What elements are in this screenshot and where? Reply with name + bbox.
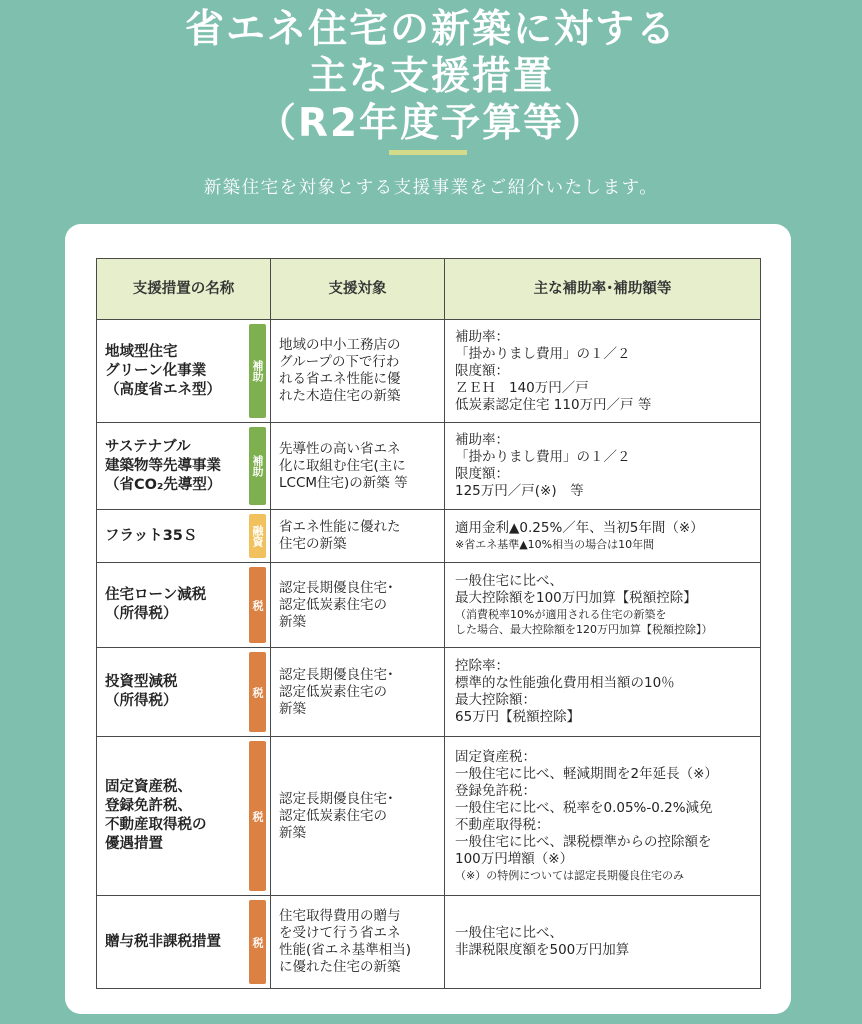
support-type-badge: 税 xyxy=(249,652,266,732)
title-line: 省エネ住宅の新築に対する xyxy=(184,7,677,52)
target-cell xyxy=(271,563,445,648)
support-type-badge: 補助 xyxy=(249,324,266,418)
target-line: 住宅取得費用の贈与 xyxy=(279,908,401,924)
measure-name-cell xyxy=(97,737,271,896)
amount-line: 一般住宅に比べ、 xyxy=(455,573,563,589)
measure-name-line: 建築物等先導事業 xyxy=(105,457,221,474)
measure-name-line: グリーン化事業 xyxy=(105,362,207,379)
target-line: れる省エネ性能に優 xyxy=(279,371,401,387)
target-line: に優れた住宅の新築 xyxy=(279,959,401,975)
support-measures-table xyxy=(96,258,761,989)
amount-cell xyxy=(445,737,761,896)
amount-note: ※省エネ基準▲10%相当の場合は10年間 xyxy=(455,538,655,551)
measure-name-lines xyxy=(105,438,221,495)
amount-note: （※）の特例については認定長期優良住宅のみ xyxy=(455,869,684,882)
target-line: 認定低炭素住宅の xyxy=(279,683,387,700)
measure-name-wrap xyxy=(105,423,270,509)
measure-name-wrap xyxy=(105,737,270,895)
column-header-name: 支援措置の名称 xyxy=(97,259,271,320)
target-line: 新築 xyxy=(279,700,306,717)
column-header-amount: 主な補助率･補助額等 xyxy=(445,259,761,320)
table-row xyxy=(97,896,761,989)
measure-name-lines xyxy=(105,343,221,400)
measure-name-line: （省CO₂先導型） xyxy=(105,476,222,493)
amount-cell xyxy=(445,423,761,510)
amount-note: （消費税率10%が適用される住宅の新築を xyxy=(455,608,667,621)
amount-cell xyxy=(445,563,761,648)
measure-name-line: 贈与税非課税措置 xyxy=(105,933,221,950)
measure-name-lines xyxy=(105,778,207,854)
amount-line: 固定資産税： xyxy=(455,749,536,765)
amount-line: 控除率： xyxy=(455,658,509,674)
measure-name-line: （所得税） xyxy=(105,606,178,622)
amount-line: 限度額： xyxy=(455,362,509,379)
table-row xyxy=(97,648,761,737)
measure-name-line: 住宅ローン減税 xyxy=(105,587,207,603)
target-cell xyxy=(271,896,445,989)
amount-line: 補助率： xyxy=(455,432,509,448)
measure-name-cell xyxy=(97,896,271,989)
measure-name-cell xyxy=(97,648,271,737)
support-type-badge: 融資 xyxy=(249,514,266,558)
measure-name-wrap xyxy=(105,648,270,736)
target-line: LCCM住宅)の新築 等 xyxy=(279,474,408,491)
target-cell xyxy=(271,423,445,510)
measure-name xyxy=(105,320,249,422)
target-line: 新築 xyxy=(279,613,306,630)
column-header-target: 支援対象 xyxy=(271,259,445,320)
table-row xyxy=(97,320,761,423)
amount-cell xyxy=(445,510,761,563)
page-subtitle: 新築住宅を対象とする支援事業をご紹介いたします。 xyxy=(203,178,659,198)
target-line: 省エネ性能に優れた xyxy=(279,519,401,535)
target-line: 新築 xyxy=(279,824,306,841)
amount-line: 非課税限度額を500万円加算 xyxy=(455,942,630,958)
target-line: れた木造住宅の新築 xyxy=(279,388,401,404)
amount-line: 低炭素認定住宅 110万円／戸 等 xyxy=(455,396,652,413)
measure-name xyxy=(105,896,249,988)
amount-line: 「掛かりまし費用」の１／２ xyxy=(455,449,631,465)
target-line: グループの下で行わ xyxy=(279,354,400,370)
support-type-badge: 税 xyxy=(249,567,266,643)
table-row xyxy=(97,423,761,510)
measure-name xyxy=(105,737,249,895)
measure-name-line: （高度省エネ型） xyxy=(105,381,221,398)
amount-line: 一般住宅に比べ、 xyxy=(455,925,563,941)
title-line: （R2年度予算等） xyxy=(256,101,606,146)
measure-name-lines xyxy=(105,527,197,546)
amount-line: 最大控除額： xyxy=(455,692,536,708)
amount-line: 65万円【税額控除】 xyxy=(455,709,581,725)
target-line: 認定低炭素住宅の xyxy=(279,596,387,613)
measure-name xyxy=(105,423,249,509)
amount-line: 適用金利▲0.25%／年、当初5年間（※） xyxy=(455,520,704,536)
title-divider xyxy=(389,150,467,155)
measure-name-wrap xyxy=(105,510,270,562)
support-type-badge: 税 xyxy=(249,900,266,984)
measure-name-lines xyxy=(105,933,221,952)
amount-line: 限度額： xyxy=(455,466,509,482)
measure-name xyxy=(105,563,249,647)
table-row xyxy=(97,510,761,563)
table-header-row xyxy=(97,259,761,320)
amount-line: 100万円増額（※） xyxy=(455,851,574,867)
amount-cell xyxy=(445,648,761,737)
measure-name-lines xyxy=(105,586,206,624)
target-line: を受けて行う省エネ xyxy=(279,925,401,941)
measure-name-cell xyxy=(97,510,271,563)
target-line: 認定長期優良住宅･ xyxy=(279,790,394,807)
amount-line: 一般住宅に比べ、軽減期間を2年延長（※） xyxy=(455,766,718,782)
amount-note: した場合、最大控除額を120万円加算【税額控除】） xyxy=(455,623,713,636)
measure-name-line: （所得税） xyxy=(105,693,178,709)
target-line: 化に取組む住宅(主に xyxy=(279,457,406,474)
measure-name-wrap xyxy=(105,320,270,422)
target-line: 認定長期優良住宅･ xyxy=(279,579,394,596)
target-line: 認定低炭素住宅の xyxy=(279,807,387,824)
measure-name-line: 不動産取得税の xyxy=(105,817,207,833)
measure-name xyxy=(105,510,249,562)
target-cell xyxy=(271,510,445,563)
amount-line: ＺＥＨ 140万円／戸 xyxy=(455,379,589,396)
support-type-badge: 税 xyxy=(249,741,266,891)
measure-name-line: 登録免許税、 xyxy=(105,798,192,814)
amount-line: 登録免許税： xyxy=(455,783,536,799)
measure-name-line: 地域型住宅 xyxy=(105,343,178,360)
measure-name-wrap xyxy=(105,563,270,647)
amount-line: 最大控除額を100万円加算【税額控除】 xyxy=(455,590,697,606)
target-line: 地域の中小工務店の xyxy=(279,337,401,353)
amount-line: 補助率： xyxy=(455,328,509,345)
measure-name-wrap xyxy=(105,896,270,988)
measure-name-line: 優遇措置 xyxy=(105,836,163,852)
title-line: 主な支援措置 xyxy=(307,54,554,99)
target-line: 性能(省エネ基準相当) xyxy=(279,942,412,958)
target-line: 認定長期優良住宅･ xyxy=(279,666,394,683)
support-type-badge: 補助 xyxy=(249,427,266,505)
measure-name xyxy=(105,648,249,736)
target-cell xyxy=(271,737,445,896)
measure-name-lines xyxy=(105,673,178,711)
measure-name-cell xyxy=(97,423,271,510)
amount-cell xyxy=(445,320,761,423)
amount-line: 125万円／戸(※) 等 xyxy=(455,483,584,499)
measure-name-line: フラット35Ｓ xyxy=(105,527,198,544)
measure-name-line: 投資型減税 xyxy=(105,674,178,690)
target-line: 住宅の新築 xyxy=(279,536,347,552)
table-row xyxy=(97,737,761,896)
page-title xyxy=(0,6,862,147)
target-cell xyxy=(271,648,445,737)
measure-name-line: サステナブル xyxy=(105,438,191,455)
amount-line: 標準的な性能強化費用相当額の10％ xyxy=(455,675,675,691)
measure-name-cell xyxy=(97,563,271,648)
target-line: 先導性の高い省エネ xyxy=(279,440,401,457)
amount-line: 一般住宅に比べ、税率を0.05%-0.2%減免 xyxy=(455,800,713,816)
target-cell xyxy=(271,320,445,423)
table-row xyxy=(97,563,761,648)
amount-cell xyxy=(445,896,761,989)
amount-line: 不動産取得税： xyxy=(455,817,550,833)
amount-line: 「掛かりまし費用」の１／２ xyxy=(455,345,631,362)
measure-name-line: 固定資産税、 xyxy=(105,779,192,795)
measure-name-cell xyxy=(97,320,271,423)
amount-line: 一般住宅に比べ、課税標準からの控除額を xyxy=(455,834,712,850)
